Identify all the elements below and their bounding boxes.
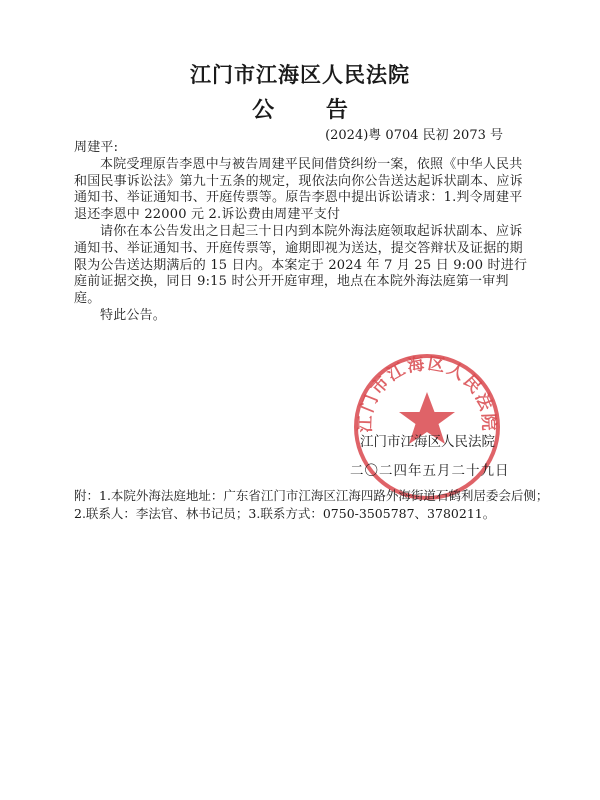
appendix: 附：1.本院外海法庭地址：广东省江门市江海区江海四路外海街道石鹤利居委会后侧；2.联系人：李法官、林书记员；3.联系方式：0750-3505787、3780211。 bbox=[74, 488, 549, 521]
notice-title: 公 告 bbox=[252, 97, 370, 123]
paragraph-instructions: 请你在本公告发出之日起三十日内到本院外海法庭领取起诉状副本、应诉通知书、举证通知书、开庭传票等，逾期即视为送达，提交答辩状及证据的期限为公告送达期满后的 15 日内。本案定于 2024 年 7 月 25 日 9:00 时进行庭前证据交换，同日 9:15 时公开开庭审理，地点在本院外海法庭第一审判庭。 bbox=[74, 223, 528, 307]
court-seal bbox=[352, 352, 502, 502]
paragraph-closing: 特此公告。 bbox=[100, 307, 167, 323]
signature-date: 二〇二四年五月二十九日 bbox=[350, 463, 510, 479]
case-number: (2024)粤 0704 民初 2073 号 bbox=[325, 128, 503, 143]
addressee: 周建平: bbox=[74, 140, 119, 155]
paragraph-case: 本院受理原告李恩中与被告周建平民间借贷纠纷一案，依照《中华人民共和国民事诉讼法》第九十五条的规定，现依法向你公告送达起诉状副本、应诉通知书、举证通知书、开庭传票等。原告李恩中提出诉讼请求：1.判令周建平退还李恩中 22000 元 2.诉讼费由周建平支付 bbox=[74, 156, 523, 223]
notice-body bbox=[74, 140, 534, 325]
court-name: 江门市江海区人民法院 bbox=[190, 62, 410, 87]
seal-text: 江门市江海区人民法院 bbox=[355, 353, 499, 433]
signature-court: 江门市江海区人民法院 bbox=[360, 434, 495, 450]
